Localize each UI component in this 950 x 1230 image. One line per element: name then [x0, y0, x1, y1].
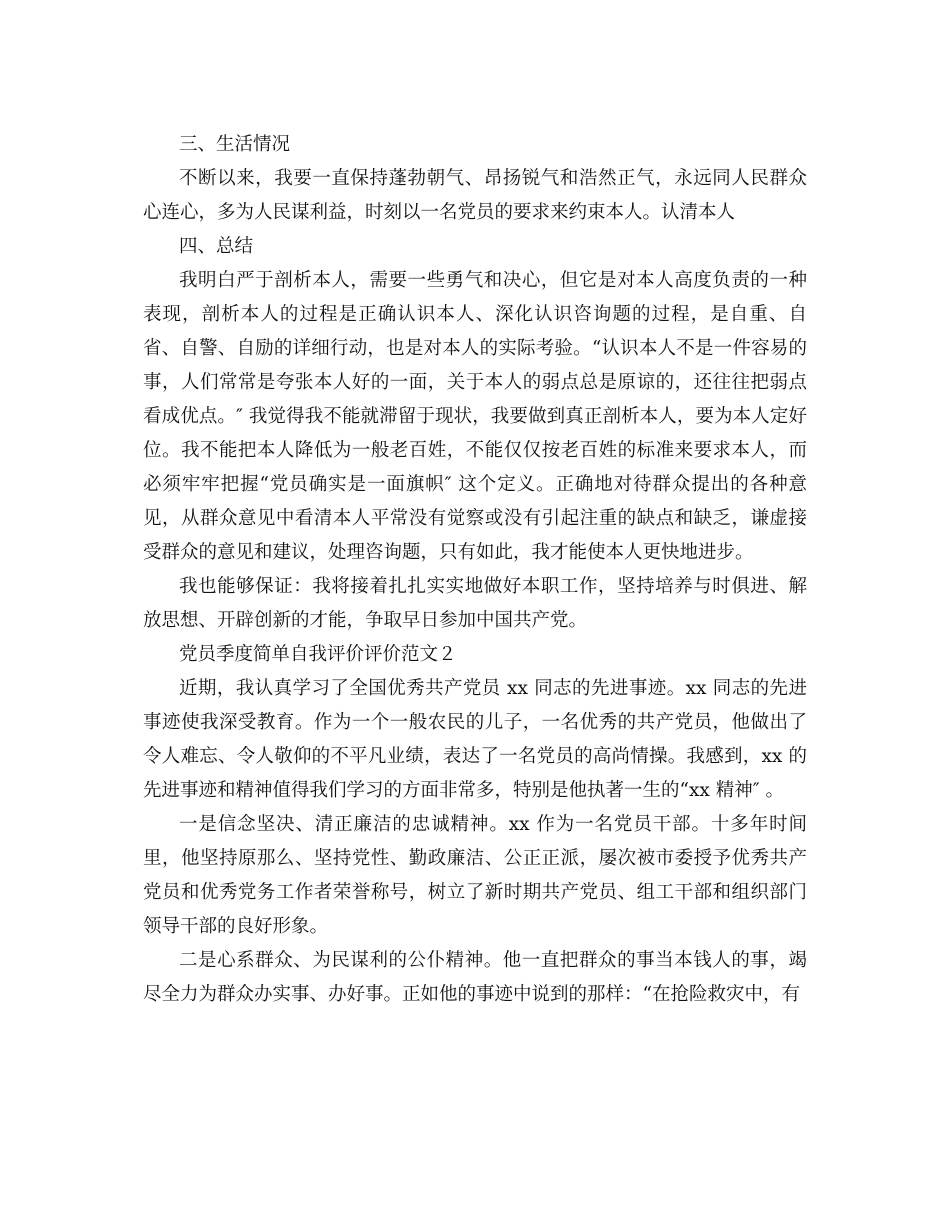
article-title: 党员季度简单自我评价评价范文２	[179, 644, 457, 665]
section-heading-summary: 四、总结	[179, 236, 254, 257]
document-page	[143, 128, 807, 1012]
paragraph: 一是信念坚决、清正廉洁的忠诚精神。xx 作为一名党员干部。十多年时间里，他坚持原那么、坚持党性、勤政廉洁、公正正派，屡次被市委授予优秀共产党员和优秀党务工作者荣誉称号，树立了新时期共产党员、组工干部和组织部门领导干部的良好形象。	[143, 814, 807, 937]
paragraph: 我明白严于剖析本人，需要一些勇气和决心，但它是对本人高度负责的一种表现，剖析本人的过程是正确认识本人、深化认识咨询题的过程，是自重、自省、自警、自励的详细行动，也是对本人的实际考验。“认识本人不是一件容易的事，人们常常是夸张本人好的一面，关于本人的弱点总是原谅的，还往往把弱点看成优点。″ 我觉得我不能就滞留于现状，我要做到真正剖析本人，要为本人定好位。我不能把本人降低为一般老百姓，不能仅仅按老百姓的标准来要求本人，而必须牢牢把握“党员确实是一面旗帜″ 这个定义。正确地对待群众提出的各种意见，从群众意见中看清本人平常没有觉察或没有引起注重的缺点和缺乏，谦虚接受群众的意见和建议，处理咨询题，只有如此，我才能使本人更快地进步。	[143, 270, 807, 563]
paragraph: 近期，我认真学习了全国优秀共产党员 xx 同志的先进事迹。xx 同志的先进事迹使我深受教育。作为一个一般农民的儿子，一名优秀的共产党员，他做出了令人难忘、令人敬仰的不平凡业绩，表达了一名党员的高尚情操。我感到，xx 的先进事迹和精神值得我们学习的方面非常多，特别是他执著一生的“xx 精神″ 。	[143, 678, 807, 801]
paragraph: 二是心系群众、为民谋利的公仆精神。他一直把群众的事当本钱人的事，竭尽全力为群众办实事、办好事。正如他的事迹中说到的那样：“在抢险救灾中，有	[143, 950, 807, 1005]
paragraph: 我也能够保证：我将接着扎扎实实地做好本职工作，坚持培养与时俱进、解放思想、开辟创新的才能，争取早日参加中国共产党。	[143, 576, 807, 631]
paragraph: 不断以来，我要一直保持蓬勃朝气、昂扬锐气和浩然正气，永远同人民群众心连心，多为人民谋利益，时刻以一名党员的要求来约束本人。认清本人	[143, 168, 807, 223]
section-heading-life: 三、生活情况	[179, 134, 291, 155]
